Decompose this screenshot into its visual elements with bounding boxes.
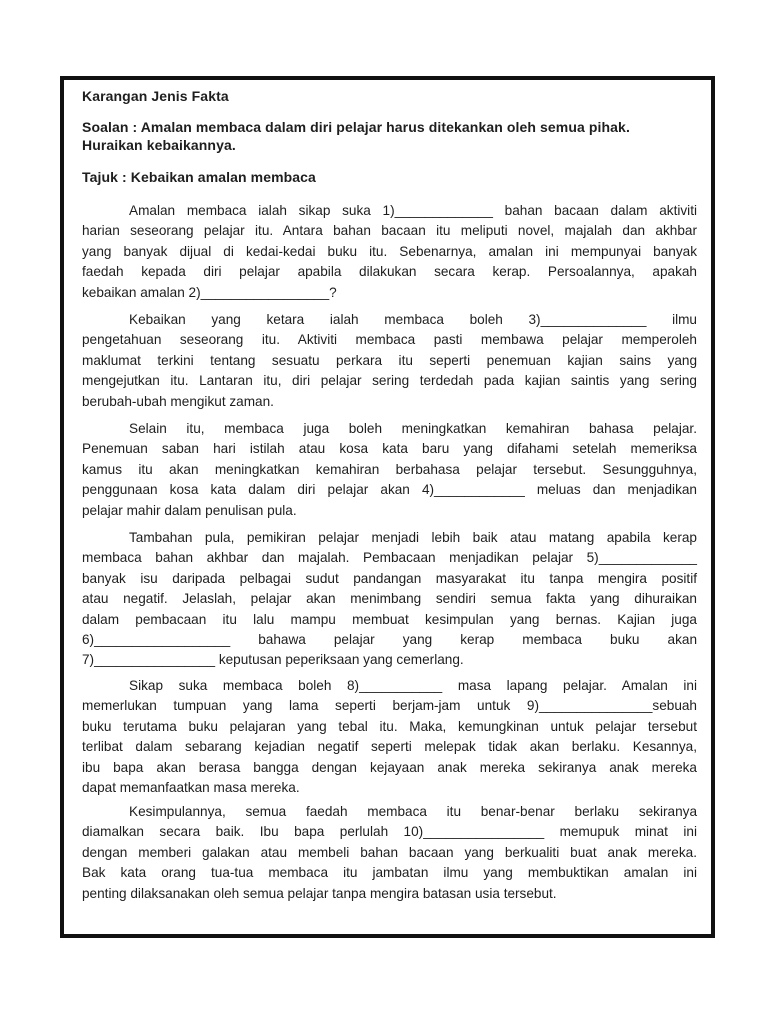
paragraph-line: Amalan membaca ialah sikap suka 1)_____________ bahan bacaan dalam aktiviti <box>129 203 697 218</box>
paragraph-line: penggunaan kosa kata dalam diri pelajar akan 4)____________ meluas dan menjadikan <box>82 482 697 498</box>
paragraph-2 <box>82 310 697 412</box>
paragraph-line: mengejutkan itu. Lantaran itu, diri pelajar sering terdedah pada kajian saintis yang sering <box>82 373 697 389</box>
paragraph-line: ibu bapa akan berasa bangga dengan kejayaan anak mereka sekiranya anak mereka <box>82 759 697 775</box>
paragraph-6 <box>82 802 697 904</box>
paragraph-line: harian seseorang pelajar itu. Antara bahan bacaan itu meliputi novel, majalah dan akhbar <box>82 223 697 239</box>
paragraph-line: Bak kata orang tua-tua membaca itu jambatan ilmu yang membuktikan amalan ini <box>82 865 697 881</box>
paragraph-line: Sikap suka membaca boleh 8)___________ masa lapang pelajar. Amalan ini <box>129 678 697 693</box>
document-title: Karangan Jenis Fakta <box>82 88 229 104</box>
paragraph-line: Penemuan saban hari istilah atau kosa kata baru yang difahami setelah memeriksa <box>82 441 697 457</box>
paragraph-line: banyak isu daripada pelbagai sudut pandangan masyarakat itu tanpa mengira positif <box>82 570 697 586</box>
paragraph-line: diamalkan secara baik. Ibu bapa perlulah 10)________________ memupuk minat ini <box>82 824 697 840</box>
paragraph-line: kamus itu akan meningkatkan kemahiran berbahasa pelajar tersebut. Sesungguhnya, <box>82 461 697 477</box>
paragraph-line: dengan memberi galakan atau membeli bahan bacaan yang berkualiti buat anak mereka. <box>82 844 697 860</box>
paragraph-1 <box>82 201 697 303</box>
paragraph-line: kebaikan amalan 2)_________________? <box>82 284 337 300</box>
paragraph-line: Selain itu, membaca juga boleh meningkatkan kemahiran bahasa pelajar. <box>129 421 697 436</box>
paragraph-line: 6)__________________ bahawa pelajar yang kerap membaca buku akan <box>82 631 697 647</box>
question-line-1: Soalan : Amalan membaca dalam diri pelajar harus ditekankan oleh semua pihak. <box>82 119 630 135</box>
paragraph-line: berubah-ubah mengikut zaman. <box>82 393 274 409</box>
paragraph-line: Kesimpulannya, semua faedah membaca itu benar-benar berlaku sekiranya <box>129 804 697 819</box>
paragraph-line: 7)________________ keputusan peperiksaan yang cemerlang. <box>82 652 464 668</box>
paragraph-line: pengetahuan seseorang itu. Aktiviti membaca pasti membawa pelajar memperoleh <box>82 332 697 348</box>
paragraph-line: pelajar mahir dalam penulisan pula. <box>82 502 297 518</box>
paragraph-line: terlibat dalam sebarang kejadian negatif seperti melepak tidak akan berlaku. Kesannya, <box>82 739 697 755</box>
topic-heading: Tajuk : Kebaikan amalan membaca <box>82 169 316 185</box>
question-line-2: Huraikan kebaikannya. <box>82 137 236 153</box>
paragraph-line: faedah kepada diri pelajar apabila dilakukan secara kerap. Persoalannya, apakah <box>82 264 697 280</box>
paragraph-line: buku terutama buku pelajaran yang tebal itu. Maka, kemungkinan untuk pelajar tersebut <box>82 718 697 734</box>
paragraph-4 <box>82 528 697 671</box>
paragraph-line: atau negatif. Jelaslah, pelajar akan menimbang sendiri semua fakta yang dihuraikan <box>82 591 697 607</box>
paragraph-line: dapat memanfaatkan masa mereka. <box>82 779 300 795</box>
paragraph-line: membaca bahan akhbar dan majalah. Pembacaan menjadikan pelajar 5)_____________ <box>82 550 697 566</box>
paragraph-line: penting dilaksanakan oleh semua pelajar tanpa mengira batasan usia tersebut. <box>82 885 557 901</box>
paragraph-line: memerlukan tumpuan yang lama seperti berjam-jam untuk 9)_______________sebuah <box>82 698 697 714</box>
paragraph-line: yang banyak dijual di kedai-kedai buku itu. Sebenarnya, amalan ini mempunyai banyak <box>82 243 697 259</box>
paragraph-5 <box>82 676 697 798</box>
paragraph-line: Kebaikan yang ketara ialah membaca boleh 3)______________ ilmu <box>129 312 697 327</box>
paragraph-line: Tambahan pula, pemikiran pelajar menjadi lebih baik atau matang apabila kerap <box>129 530 697 545</box>
paragraph-3 <box>82 419 697 521</box>
paragraph-line: maklumat terkini tentang sesuatu perkara itu seperti penemuan kajian sains yang <box>82 352 697 368</box>
paragraph-line: dalam pembacaan itu lalu mampu membuat kesimpulan yang bernas. Kajian juga <box>82 611 697 627</box>
